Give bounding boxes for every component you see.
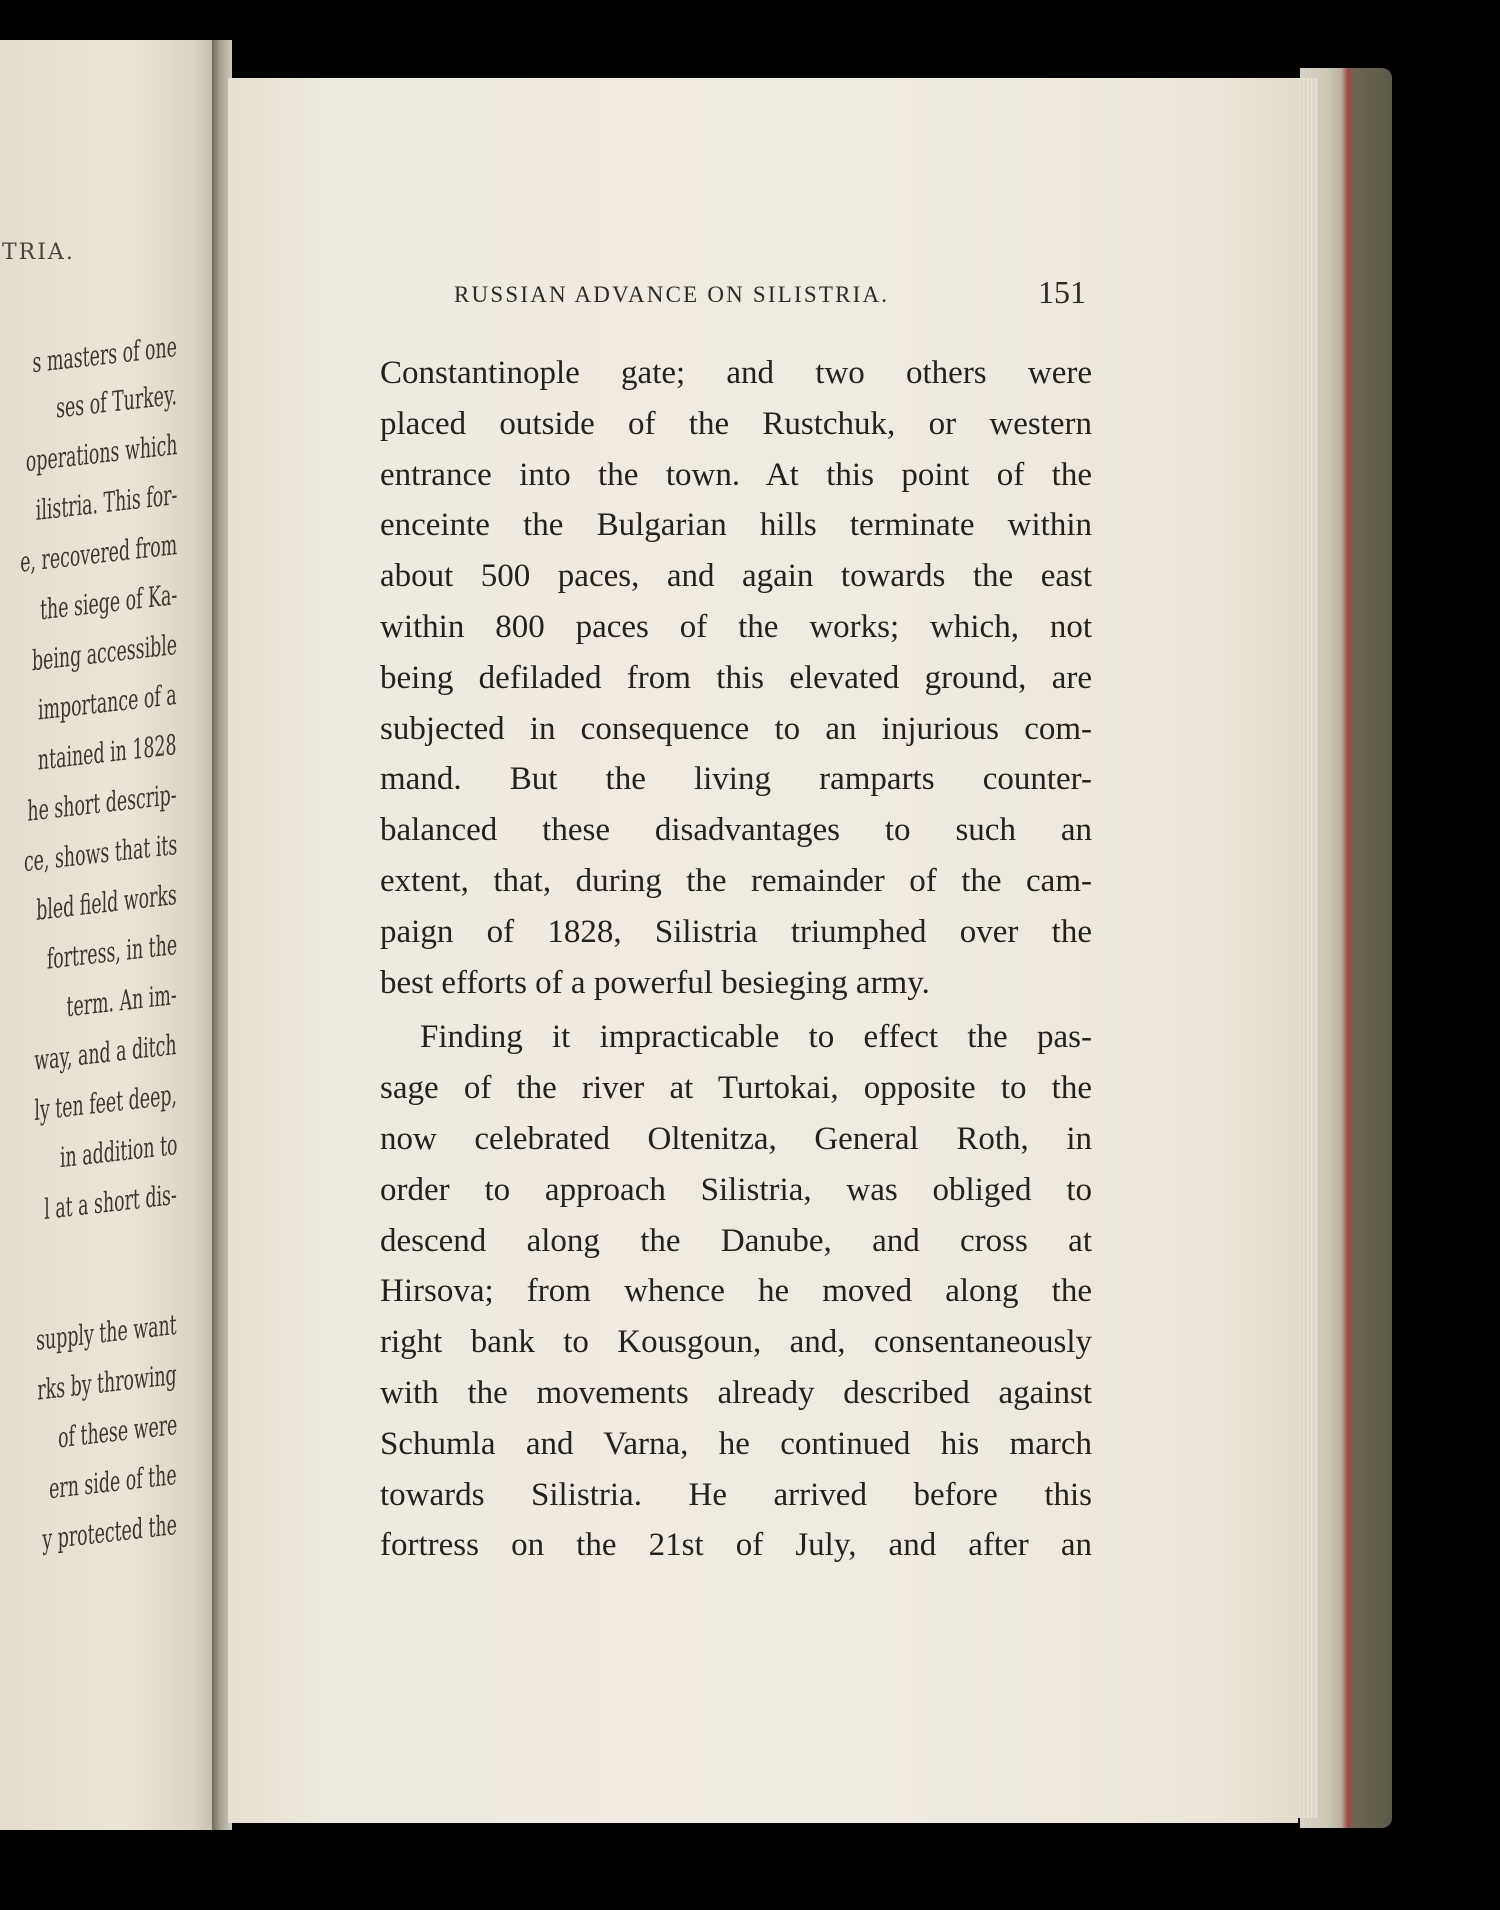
left-text-line: y protected the xyxy=(42,1508,177,1557)
text-line: extent, that, during the remainder of the cam- xyxy=(380,862,1092,899)
running-head-title: RUSSIAN ADVANCE ON SILISTRIA. xyxy=(454,282,890,307)
left-text-line: he short descrip- xyxy=(27,778,177,828)
paragraph-1 xyxy=(380,348,1092,1008)
left-text-line: ses of Turkey. xyxy=(56,378,178,425)
left-running-head: TRIA. xyxy=(2,240,75,265)
text-line: entrance into the town. At this point of the xyxy=(380,456,1092,493)
left-text-line: e, recovered from xyxy=(20,528,177,579)
left-text-line: ilistria. This for- xyxy=(35,478,178,527)
page-number: 151 xyxy=(1038,274,1086,310)
facing-page-left xyxy=(0,40,225,1830)
left-text-line: importance of a xyxy=(38,678,178,727)
text-line: right bank to Kousgoun, and, consentaneously xyxy=(380,1324,1092,1361)
text-line: balanced these disadvantages to such an xyxy=(380,812,1092,849)
text-line: placed outside of the Rustchuk, or western xyxy=(380,405,1092,442)
left-text-line: l at a short dis- xyxy=(44,1178,177,1226)
text-line: about 500 paces, and again towards the east xyxy=(380,558,1092,595)
text-line: sage of the river at Turtokai, opposite to the xyxy=(380,1070,1092,1107)
left-text-line: fortress, in the xyxy=(46,928,178,976)
text-line: mand. But the living ramparts counter- xyxy=(380,761,1092,798)
left-text-line: ce, shows that its xyxy=(23,828,177,879)
text-line: now celebrated Oltenitza, General Roth, in xyxy=(380,1120,1092,1157)
left-page-text xyxy=(0,40,225,1830)
text-line: Constantinople gate; and two others were xyxy=(380,355,1092,391)
left-text-line: operations which xyxy=(25,428,177,479)
text-line: paign of 1828, Silistria triumphed over the xyxy=(380,913,1092,950)
text-line: descend along the Danube, and cross at xyxy=(380,1222,1092,1259)
left-text-line: rks by throwing xyxy=(37,1358,178,1407)
text-line: best efforts of a powerful besieging army. xyxy=(380,964,930,1001)
running-head xyxy=(454,274,1086,322)
paragraph-2 xyxy=(380,1012,1092,1571)
text-line: with the movements already described against xyxy=(380,1374,1092,1411)
left-text-line: the siege of Ka- xyxy=(39,578,178,627)
left-text-line: in addition to xyxy=(59,1128,178,1175)
left-text-line: being accessible xyxy=(31,628,177,678)
text-line: within 800 paces of the works; which, not xyxy=(380,608,1092,645)
left-text-line: supply the want xyxy=(36,1308,178,1357)
text-line: Schumla and Varna, he continued his march xyxy=(380,1425,1092,1462)
left-text-line: way, and a ditch xyxy=(34,1028,177,1078)
text-line: subjected in consequence to an injurious com- xyxy=(380,710,1092,747)
left-text-line: ly ten feet deep, xyxy=(34,1078,178,1128)
left-text-line: of these were xyxy=(57,1408,177,1455)
left-text-line: bled field works xyxy=(36,878,177,927)
left-text-line: s masters of one xyxy=(32,330,177,380)
text-line: Finding it impracticable to effect the pas- xyxy=(420,1019,1092,1056)
text-line: enceinte the Bulgarian hills terminate within xyxy=(380,507,1092,544)
text-line: fortress on the 21st of July, and after an xyxy=(380,1527,1092,1564)
text-line: being defiladed from this elevated ground, are xyxy=(380,659,1092,696)
text-line: towards Silistria. He arrived before this xyxy=(380,1476,1092,1513)
left-text-line: ern side of the xyxy=(49,1458,177,1506)
body-text xyxy=(380,348,1092,1571)
text-line: order to approach Silistria, was obliged to xyxy=(380,1171,1092,1208)
left-text-line: term. An im- xyxy=(66,978,177,1024)
left-text-line: ntained in 1828 xyxy=(38,728,177,777)
text-line: Hirsova; from whence he moved along the xyxy=(380,1273,1092,1310)
